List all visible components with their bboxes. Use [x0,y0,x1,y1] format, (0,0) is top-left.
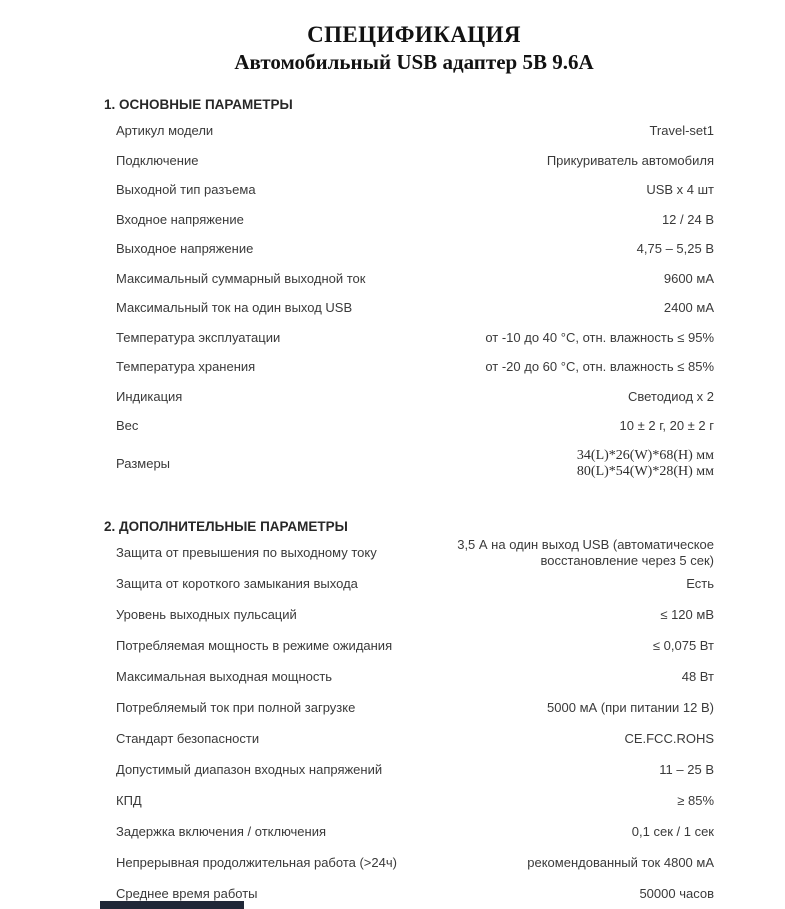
spec-content [104,97,714,909]
spec-row-value [577,448,714,480]
spec-row [104,638,714,654]
spec-row-label: Максимальная выходная мощность [116,668,333,684]
bottom-partial-bar [100,901,244,909]
spec-row [104,700,714,716]
section-additional-parameters [104,519,714,902]
spec-row-value-line: Прикуриватель автомобиля [546,152,714,168]
spec-row-value [660,607,714,623]
spec-row-label: Среднее время работы [116,885,258,901]
spec-row-value [653,638,714,654]
spec-row-value-line: рекомендованный ток 4800 мА [527,854,714,870]
spec-row-value [649,123,714,139]
spec-row-label: Индикация [116,388,183,404]
spec-row-label: Непрерывная продолжительная работа (>24ч) [116,854,397,870]
spec-row-value-line: CE.FCC.ROHS [624,730,714,746]
spec-row [104,886,714,902]
spec-row-label: Температура эксплуатации [116,329,281,345]
spec-row-value [457,537,714,569]
spec-row-value [664,300,714,316]
section-2-rows [104,537,714,902]
spec-row-value-line: ≥ 85% [677,792,714,808]
spec-row-label: Потребляемая мощность в режиме ожидания [116,637,393,653]
spec-row-value-line: Travel-set1 [649,123,714,138]
spec-row-value [620,418,714,434]
spec-row-value [662,212,714,228]
spec-row-value [646,182,714,198]
spec-row-value-line: ≤ 120 мВ [660,606,714,622]
spec-row [104,607,714,623]
spec-row-value-line: 50000 часов [639,885,714,901]
spec-row-value [659,762,714,778]
spec-row-value-line: USB x 4 шт [646,182,714,197]
spec-row-label: Допустимый диапазон входных напряжений [116,761,383,777]
spec-row-value [637,241,714,257]
spec-row-value-line: 10 ± 2 г, 20 ± 2 г [619,418,714,433]
spec-row [104,389,714,405]
spec-row-value-line: восстановление через 5 сек) [540,552,714,568]
spec-row [104,212,714,228]
spec-row-value-line: ≤ 0,075 Вт [652,637,714,653]
spec-row [104,359,714,375]
spec-row-label: Размеры [116,455,171,471]
spec-row [104,330,714,346]
spec-row-value [686,576,714,592]
spec-row-value [547,153,714,169]
spec-row [104,271,714,287]
spec-row-label: Температура хранения [116,359,256,374]
spec-row-label: Максимальный суммарный выходной ток [116,270,366,286]
spec-row [104,448,714,480]
spec-row-label: КПД [116,792,142,808]
spec-row-value-line: 5000 мА (при питании 12 В) [547,699,714,715]
spec-row-label: Вес [116,418,139,433]
spec-row-value [624,731,714,747]
spec-row-label: Входное напряжение [116,211,244,227]
spec-row-label: Стандарт безопасности [116,730,260,746]
spec-row [104,418,714,434]
section-1-rows [104,123,714,480]
spec-row-value-line: 34(L)*26(W)*68(H) мм [576,447,714,463]
spec-row [104,153,714,169]
spec-row [104,731,714,747]
spec-row [104,123,714,139]
document-title: СПЕЦИФИКАЦИЯ [307,22,521,47]
spec-row [104,241,714,257]
spec-row-value-line: 3,5 А на один выход USB (автоматическое [457,536,714,552]
spec-row [104,300,714,316]
spec-row-value [682,669,714,685]
spec-row-label: Потребляемый ток при полной загрузке [116,699,356,715]
spec-row-value-line: 4,75 – 5,25 В [636,241,714,256]
spec-row-label: Задержка включения / отключения [116,823,327,839]
document-header [104,21,724,76]
spec-row-value [677,793,714,809]
spec-row [104,182,714,198]
spec-row-label: Защита от превышения по выходному току [116,544,377,560]
spec-row-value [632,824,714,840]
document-subtitle: Автомобильный USB адаптер 5В 9.6А [234,50,594,74]
spec-row-value [639,886,714,902]
spec-row-value [485,330,714,346]
spec-row-label: Подключение [116,152,199,168]
spec-row [104,793,714,809]
spec-row-value-line: 12 / 24 В [661,211,714,227]
spec-row-value-line: 11 – 25 В [659,761,714,777]
spec-row-value-line: от -20 до 60 °С, отн. влажность ≤ 85% [485,359,714,374]
spec-row-value [628,389,714,405]
spec-row [104,669,714,685]
spec-row [104,537,714,569]
spec-row-value [485,359,714,375]
spec-row-value-line: 48 Вт [681,668,714,684]
spec-row-value [527,855,714,871]
spec-row-value [547,700,714,716]
spec-row-value-line: Есть [686,575,714,591]
spec-row-label: Выходное напряжение [116,241,254,256]
spec-row-label: Артикул модели [116,123,214,138]
spec-row-label: Защита от короткого замыкания выхода [116,575,358,591]
section-heading-main: 1. ОСНОВНЫЕ ПАРАМЕТРЫ [104,97,293,112]
spec-row-value-line: 0,1 сек / 1 сек [631,823,714,839]
spec-row-value-line: 2400 мА [663,300,714,315]
spec-row-label: Уровень выходных пульсаций [116,606,297,622]
spec-row-value [664,271,714,287]
section-main-parameters [104,97,714,480]
spec-row-value-line: от -10 до 40 °С, отн. влажность ≤ 95% [485,329,714,345]
spec-row-label: Выходной тип разъема [116,182,256,197]
spec-row-value-line: Светодиод x 2 [627,388,714,404]
section-heading-additional: 2. ДОПОЛНИТЕЛЬНЫЕ ПАРАМЕТРЫ [104,518,348,534]
spec-row-value-line: 9600 мА [663,270,714,286]
spec-row-value-line: 80(L)*54(W)*28(H) мм [576,463,714,479]
spec-row-label: Максимальный ток на один выход USB [116,300,353,315]
spec-row [104,762,714,778]
spec-row [104,576,714,592]
spec-row [104,855,714,871]
spec-row [104,824,714,840]
